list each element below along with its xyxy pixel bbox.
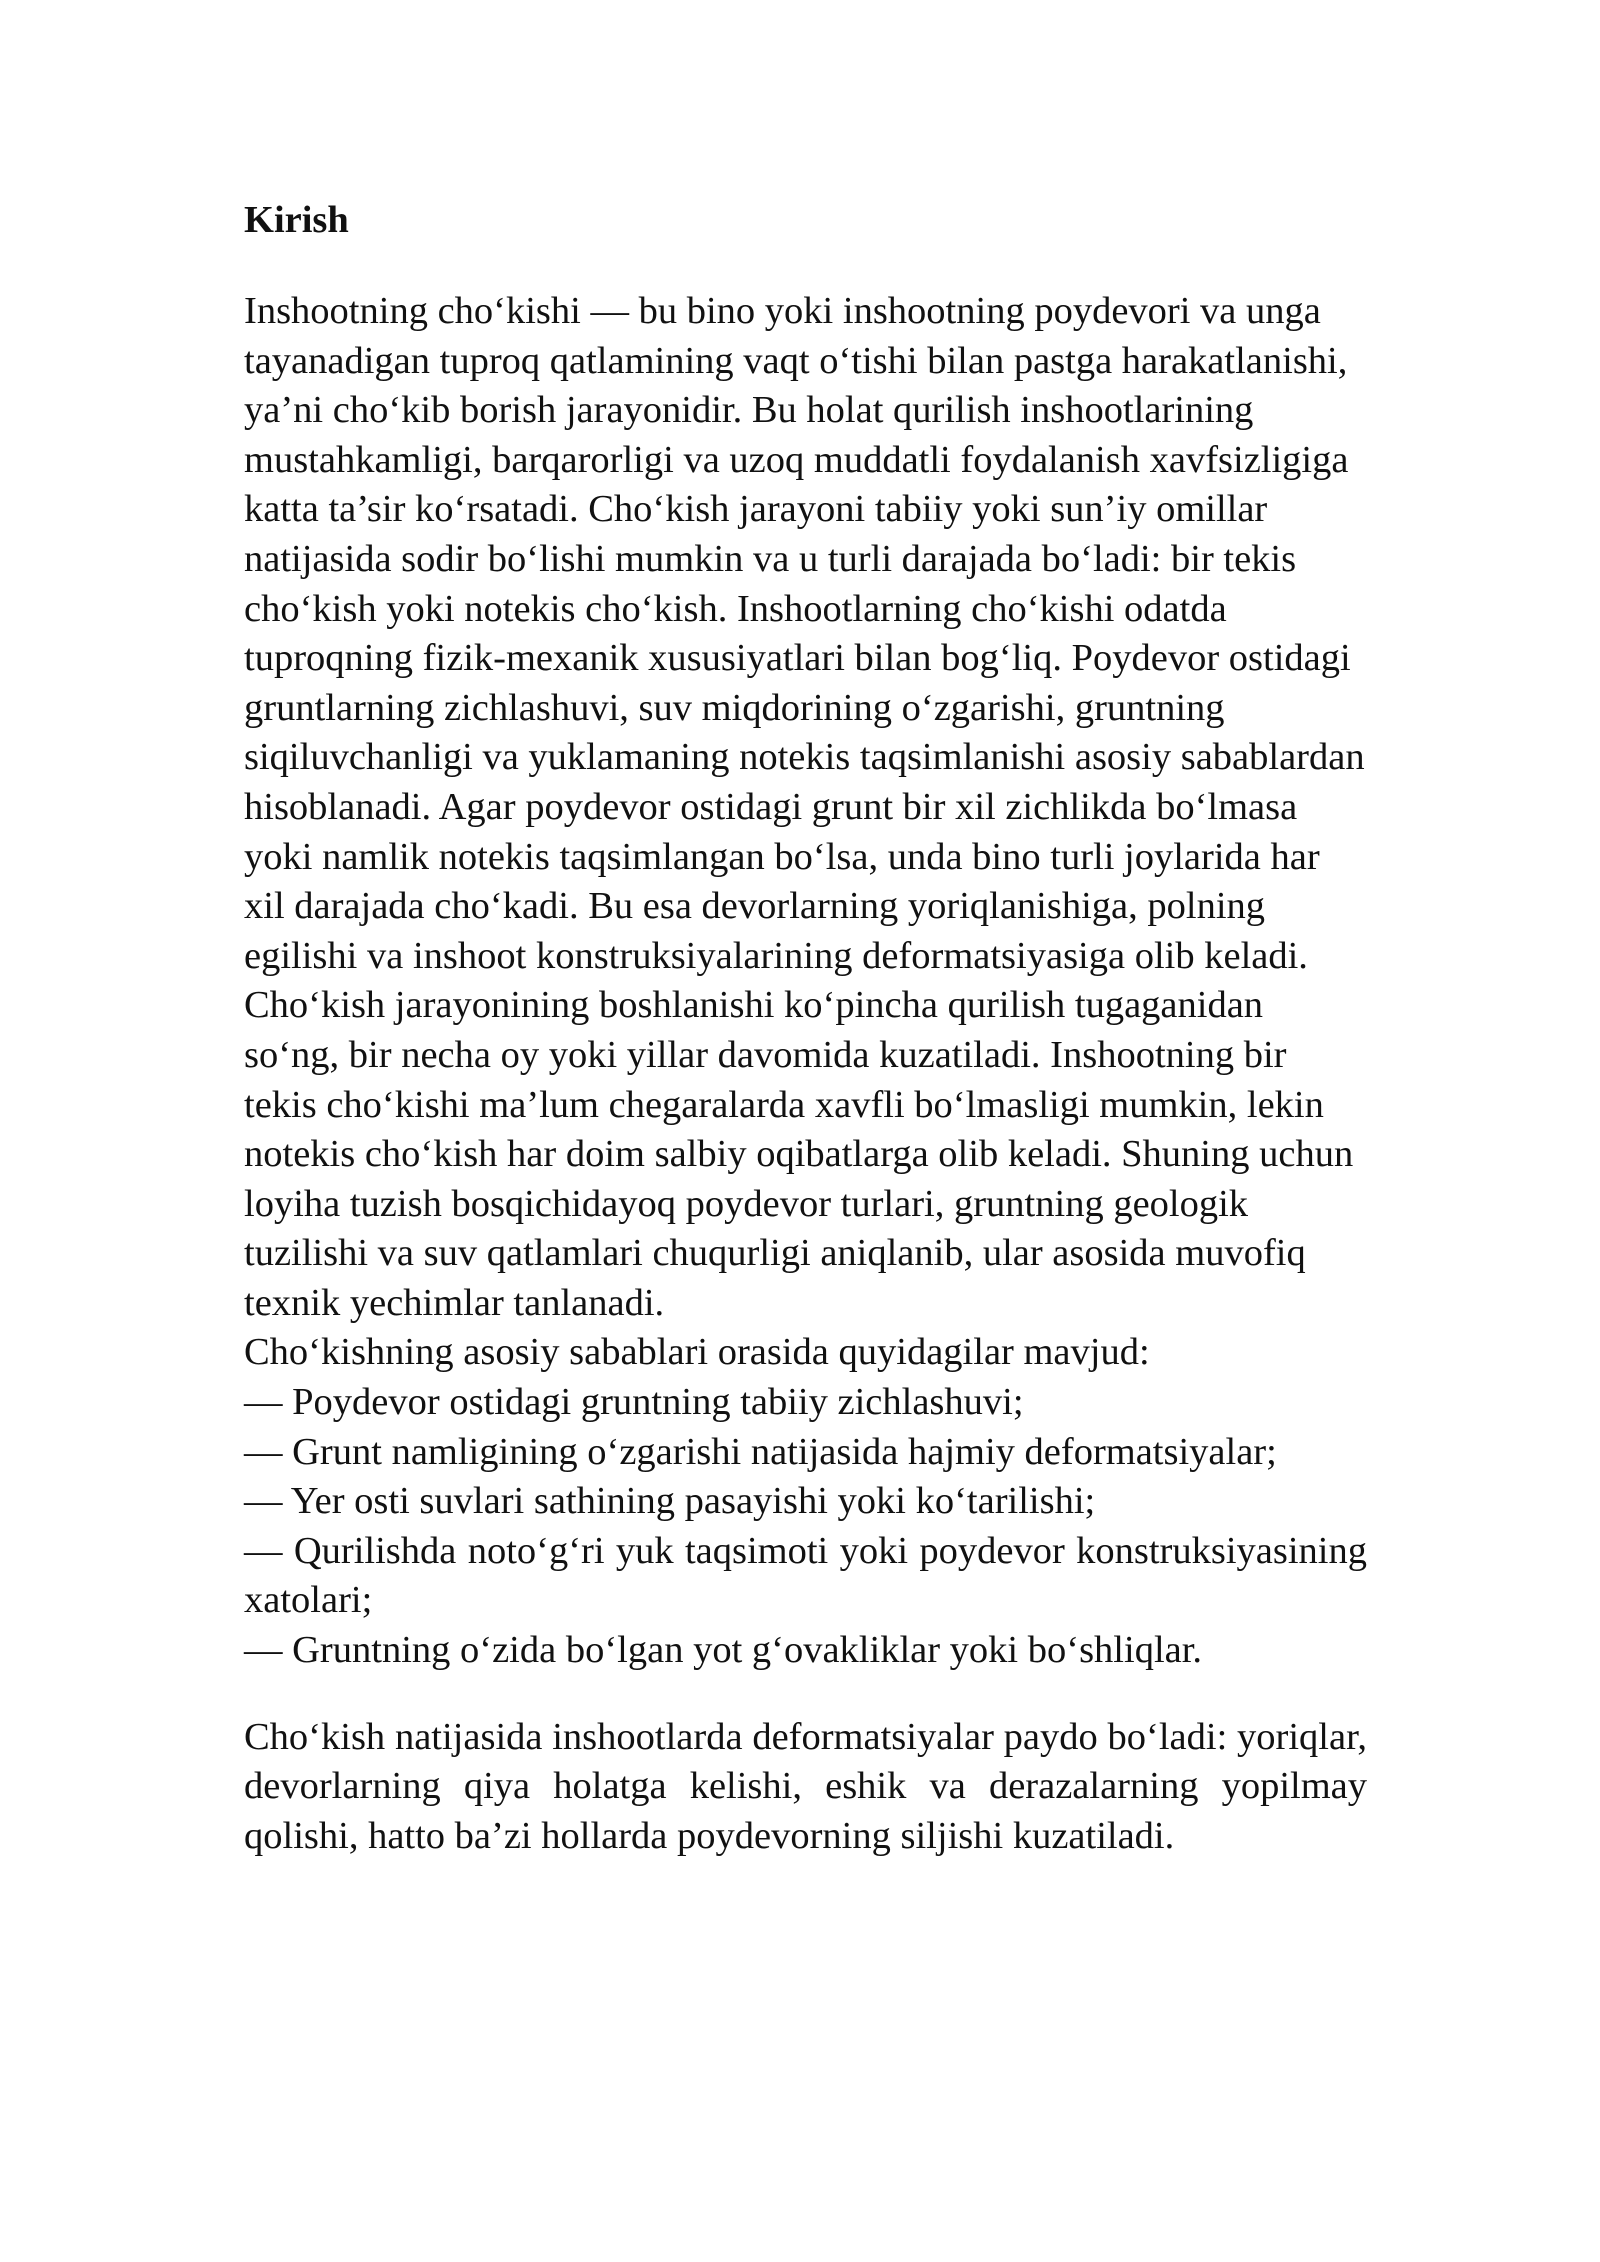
list-item: — Gruntning o‘zida bo‘lgan yot g‘ovakliklar yoki bo‘shliqlar. xyxy=(244,1629,1203,1672)
document-page xyxy=(244,190,1367,1861)
causes-intro: Cho‘kishning asosiy sabablari orasida quyidagilar mavjud: xyxy=(244,1331,1150,1374)
paragraph-spacer xyxy=(244,1676,1367,1713)
list-item: — Qurilishda noto‘g‘ri yuk taqsimoti yoki poydevor konstruksiyasining xatolari; xyxy=(244,1529,1367,1622)
list-item: — Yer osti suvlari sathining pasayishi yoki ko‘tarilishi; xyxy=(244,1480,1096,1523)
intro-block xyxy=(244,287,1367,1328)
causes-list xyxy=(244,1378,1367,1676)
closing-paragraph: Cho‘kish natijasida inshootlarda deformatsiyalar paydo bo‘ladi: yoriqlar, devorlarning qiya holatga kelishi, eshik va derazalarning yopilmay qolishi, hatto ba’zi hollarda poydevorning siljishi kuzatiladi. xyxy=(244,1715,1367,1857)
section-heading: Kirish xyxy=(244,199,349,241)
list-item: — Grunt namligining o‘zgarishi natijasida hajmiy deformatsiyalar; xyxy=(244,1430,1277,1473)
list-item: — Poydevor ostidagi gruntning tabiiy zichlashuvi; xyxy=(244,1381,1024,1424)
intro-paragraph: Inshootning cho‘kishi — bu bino yoki inshootning poydevori va unga tayanadigan tuproq qatlamining vaqt o‘tishi bilan pastga harakatlanishi, ya’ni cho‘kib borish jarayonidir. Bu holat qurilish inshootlarining mustahkamligi, barqarorligi va uzoq muddatli foydalanish xavfsizligiga katta ta’sir ko‘rsatadi. Cho‘kish jarayoni tabiiy yoki sun’iy omillar natijasida sodir bo‘lishi mumkin va u turli darajada bo‘ladi: bir tekis cho‘kish yoki notekis cho‘kish. Inshootlarning cho‘kishi odatda tuproqning fizik-mexanik xususiyatlari bilan bog‘liq. Poydevor ostidagi gruntlarning zichlashuvi, suv miqdorining o‘zgarishi, gruntning siqiluvchanligi va yuklamaning notekis taqsimlanishi asosiy sabablardan hisoblanadi. Agar poydevor ostidagi grunt bir xil zichlikda bo‘lmasa yoki namlik notekis taqsimlangan bo‘lsa, unda bino turli joylarida har xil darajada cho‘kadi. Bu esa devorlarning yoriqlanishiga, polning egilishi va inshoot konstruksiyalarining deformatsiyasiga olib keladi. Cho‘kish jarayonining boshlanishi ko‘pincha qurilish tugaganidan so‘ng, bir necha oy yoki yillar davomida kuzatiladi. Inshootning bir tekis cho‘kishi ma’lum chegaralarda xavfli bo‘lmasligi mumkin, lekin notekis cho‘kish har doim salbiy oqibatlarga olib keladi. Shuning uchun loyiha tuzish bosqichidayoq poydevor turlari, gruntning geologik tuzilishi va suv qatlamlari chuqurligi aniqlanib, ular asosida muvofiq texnik yechimlar tanlanadi. xyxy=(244,290,1365,1324)
